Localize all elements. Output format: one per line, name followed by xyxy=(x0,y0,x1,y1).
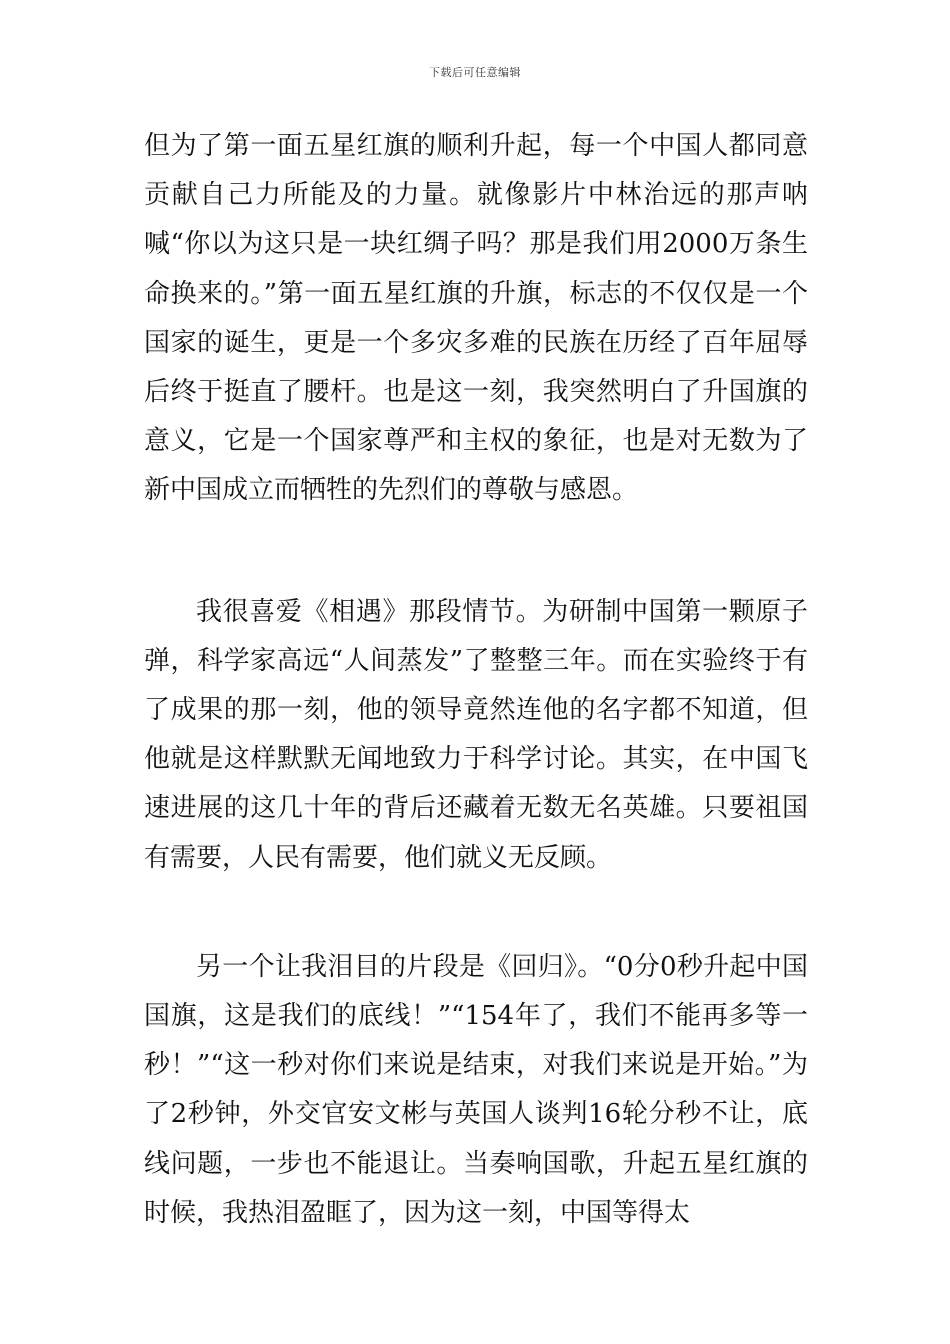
page-header: 下载后可任意编辑 xyxy=(429,66,521,79)
paragraph-2: 我很喜爱《相遇》那段情节。为研制中国第一颗原子弹，科学家高远“人间蒸发”了整整三年。而在实验终于有了成果的那一刻，他的领导竟然连他的名字都不知道，但他就是这样默默无闻地致力于科学讨论。其实，在中国飞速进展的这几十年的背后还藏着无数无名英雄。只要祖国有需要，人民有需要，他们就义无反顾。 xyxy=(144,596,808,873)
paragraph-spacer xyxy=(144,883,808,943)
paragraph-spacer xyxy=(144,516,808,588)
paragraph-3: 另一个让我泪目的片段是《回归》。“0分0秒升起中国国旗，这是我们的底线！”“154年了，我们不能再多等一秒！”“这一秒对你们来说是结束，对我们来说是开始。”为了2秒钟，外交官安文彬与英国人谈判16轮分秒不让，底线问题，一步也不能退让。当奏响国歌，升起五星红旗的时候，我热泪盈眶了，因为这一刻，中国等得太 xyxy=(144,951,808,1228)
paragraph-1: 但为了第一面五星红旗的顺利升起，每一个中国人都同意贡献自己力所能及的力量。就像影片中林治远的那声呐喊“你以为这只是一块红绸子吗？那是我们用2000万条生命换来的。”第一面五星红旗的升旗，标志的不仅仅是一个国家的诞生，更是一个多灾多难的民族在历经了百年屈辱后终于挺直了腰杆。也是这一刻，我突然明白了升国旗的意义，它是一个国家尊严和主权的象征，也是对无数为了新中国成立而牺牲的先烈们的尊敬与感恩。 xyxy=(144,131,808,506)
document-body xyxy=(144,122,808,1238)
